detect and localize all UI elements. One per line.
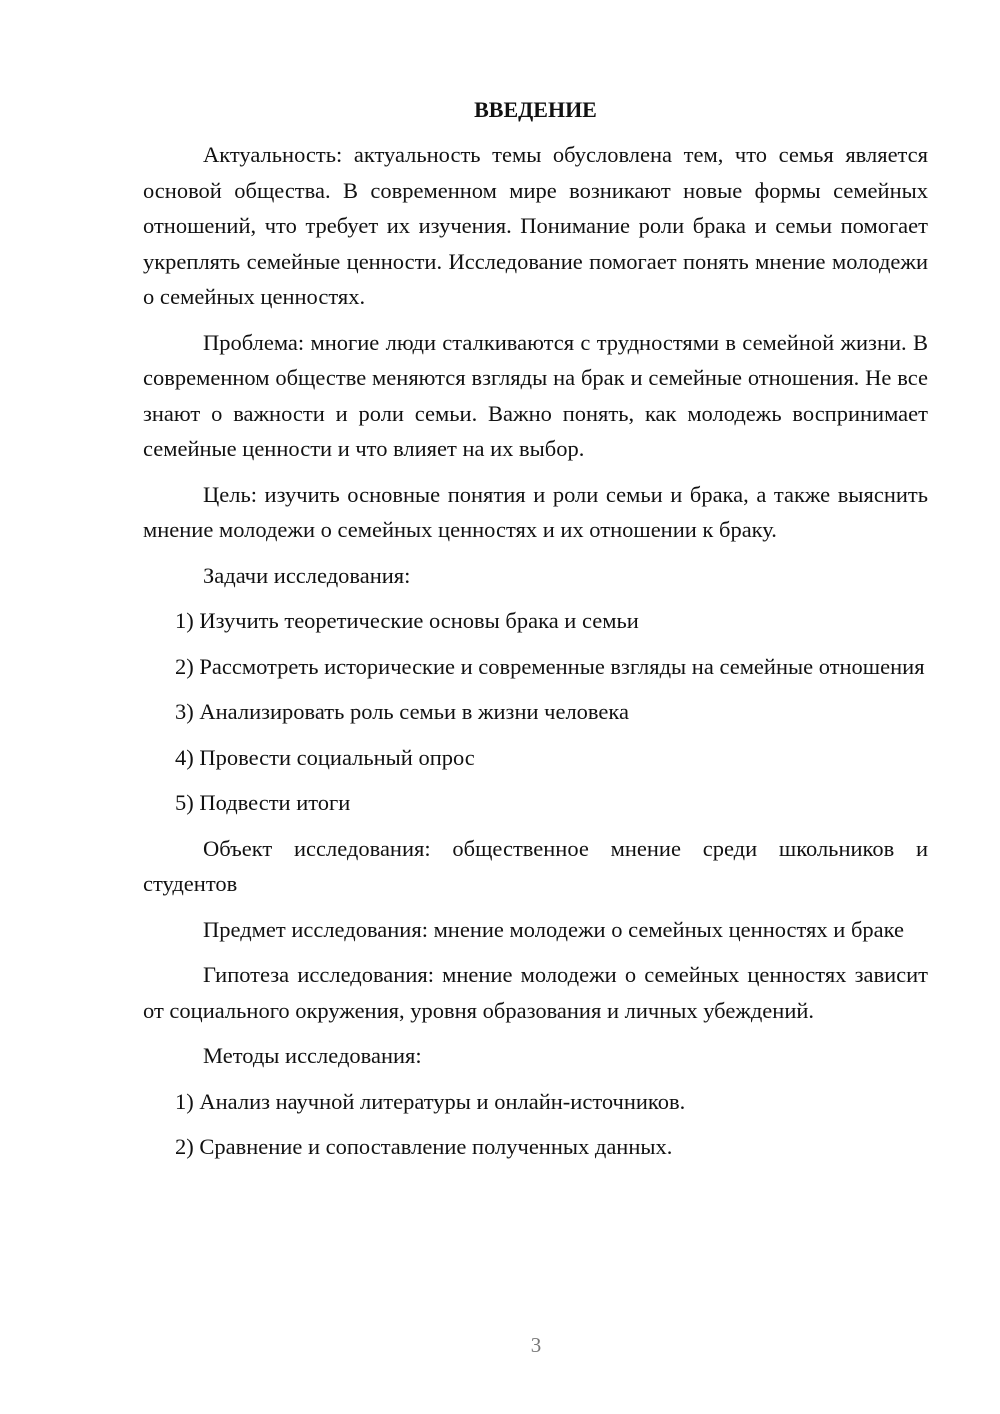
list-item: 5) Подвести итоги	[175, 790, 351, 815]
page-number: 3	[530, 1333, 542, 1357]
paragraph: Цель: изучить основные понятия и роли семьи и брака, а также выяснить мнение молодежи о семейных ценностях и их отношении к браку.	[143, 481, 928, 542]
list-item: 1) Изучить теоретические основы брака и семьи	[175, 608, 639, 633]
paragraph: Гипотеза исследования: мнение молодежи о семейных ценностях зависит от социального окружения, уровня образования и личных убеждений.	[143, 962, 928, 1023]
paragraph: Методы исследования:	[203, 1043, 422, 1068]
paragraphs	[143, 137, 928, 1165]
list-item: 4) Провести социальный опрос	[175, 744, 475, 770]
section-title: ВВЕДЕНИЕ	[474, 97, 597, 122]
paragraph: Объект исследования: общественное мнение среди школьников и студентов	[143, 835, 928, 896]
list-item: 3) Анализировать роль семьи в жизни человека	[175, 699, 629, 724]
paragraph: Проблема: многие люди сталкиваются с трудностями в семейной жизни. В современном обществе меняются взгляды на брак и семейные отношения. Не все знают о важности и роли семьи. Важно понять, как молодежь воспринимает семейные ценности и что влияет на их выбор.	[143, 329, 928, 461]
paragraph: Задачи исследования:	[203, 562, 411, 588]
paragraph: Предмет исследования: мнение молодежи о семейных ценностях и браке	[203, 916, 904, 942]
page-content	[143, 95, 928, 1175]
list-item: 2) Сравнение и сопоставление полученных данных.	[175, 1134, 673, 1159]
list-item: 2) Рассмотреть исторические и современные взгляды на семейные отношения	[175, 653, 925, 679]
list-item: 1) Анализ научной литературы и онлайн-источников.	[175, 1088, 686, 1114]
paragraph: Актуальность: актуальность темы обусловлена тем, что семья является основой общества. В современном мире возникают новые формы семейных отношений, что требует их изучения. Понимание роли брака и семьи помогает укреплять семейные ценности. Исследование помогает понять мнение молодежи о семейных ценностях.	[143, 142, 928, 309]
